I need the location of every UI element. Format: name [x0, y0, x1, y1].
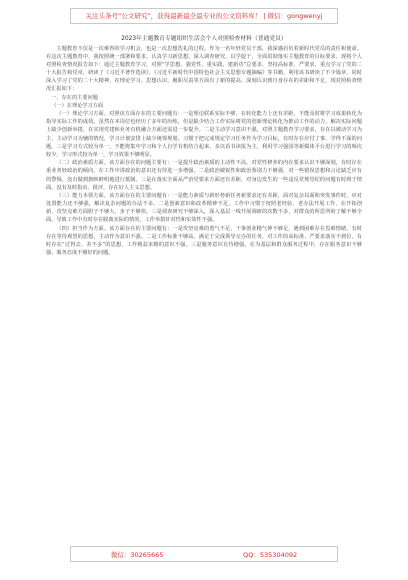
document-title: 2023年主题教育专题组织生活会个人对照检查材料（普通党员） — [121, 36, 287, 42]
paragraph-list — [46, 45, 362, 257]
body-paragraph: （二）政治素质方面。该方面存在的问题主要有：一是提升政治素质的主动性不高，对党性修养的内在要求认识不够深刻，有时存在重业务轻政治的倾向，在工作中讲政治的意识还有待进一步增强。二是政治敏锐性和政治鉴别力不够强，对一些错误思想和言论缺乏应有的警惕，没有做到旗帜鲜明地进行抵制。三是在落实全面从严治党要求方面还有差距，对身边发生的一些违反党规党纪的问题有时碍于情面，没有及时指出、批评，存在好人主义思想。 — [46, 160, 362, 191]
footer-qq: QQ：535304092 — [243, 550, 298, 559]
document-body — [46, 34, 362, 258]
body-paragraph: 主题教育不仅是一次难得的学习机会，也是一次思想洗礼的过程。作为一名年轻党员干部，我深感肩负着新时代党员的责任和使命。在这次主题教育中，我按照统一部署和要求，认真学习新思想，深入调查研究，以学促干，全面贯彻落实主题教育的目标要求。现将个人对照检查情况报告如下：通过主题教育学习，对照“学思想、强党性、重实践、建新功”总要求，坚持高标准、严要求，重点学习了党的二十大报告和党章，研读了《习近平著作选读》、《习近平新时代中国特色社会主义思想专题摘编》等书籍，利用该书研读了不少篇章，同时深入学习了党的二十大精神，在理论学习、思想认识、履职尽责等方面有了新的提高。深刻认识到自身存在的差距和不足，现对照检查情况汇报如下： — [46, 46, 362, 93]
top-banner — [70, 8, 338, 24]
section-heading: 一、存在的主要问题 — [51, 95, 98, 102]
body-paragraph: （一）理论学习方面。对照该方面存在的主要问题有：一是理论联系实际不够，在转化能力上还有差距，不能及时将学习成果转化为指导实际工作的成效。虽然在本岗位也经历了多年的历练，但是缺少结合工作实际将党的创新理论转化为推动工作的动力，解决实际问题上缺少创新举措，在实现党建和业务有机融合方面还需进一步提升。二是主动学习意识不强，对照主题教育学习要求，存在以被动学习为主、主动学习为辅的情况，学习计划安排上缺少统筹规划，习惯于把完成规定学习任务作为学习目标，有时存在应付了事、学得不深的问题。三是学习方式较为单一，不能将集中学习和个人自学有机结合起来，多以看书读报为主，利用学习强国等新媒体平台进行学习的频次较少，学习形式较为单一，学习效果不够明显。 — [46, 111, 362, 158]
section-heading: （一）在理论学习方面 — [51, 103, 104, 110]
body-paragraph: （四）担当作为方面。该方面存在的主要问题有：一是攻坚克难的勇气不足，干事创业精气神不够足，遇到困难存在畏难情绪，有时存在等待观望的思想，主动作为意识不强。二是工作标准不够高，满足于完成领导交办的任务，对工作的高标准、严要求落实不到位，有时存在“过得去、差不多”的思想，工作精益求精的意识不强。三是服务意识有待增强，在为基层和群众服务过程中，存在服务意识不够强、服务态度不够好的问题。 — [46, 226, 362, 257]
banner-wechat-text: 微信：gongwenyj — [267, 12, 323, 20]
banner-promo-text: 关注头条号“公文研究”，获得最新最全最专业的公文资料库！ — [85, 12, 262, 20]
banner-separator: | — [263, 12, 266, 20]
footer-wechat: 微信：30265665 — [110, 550, 164, 559]
body-paragraph: （三）能力本领方面。该方面存在的主要问题有：一是能力素质与新形势新任务新要求还有差距，面对复杂局面和突发事件时，应对处置能力还不够强，解决复杂问题的办法不多。二是创新意识和改革精神不足，工作中习惯于按照老经验、老办法开展工作，在开拓创新、攻坚克难方面胆子不够大、步子不够快。三是调查研究不够深入，深入基层一线开展调研的次数不多，对群众的所思所盼了解不够全面，导致工作中有时存在脱离实际的情况，工作举措针对性和实效性不强。 — [46, 193, 362, 224]
footer-contact-bar — [70, 546, 338, 562]
